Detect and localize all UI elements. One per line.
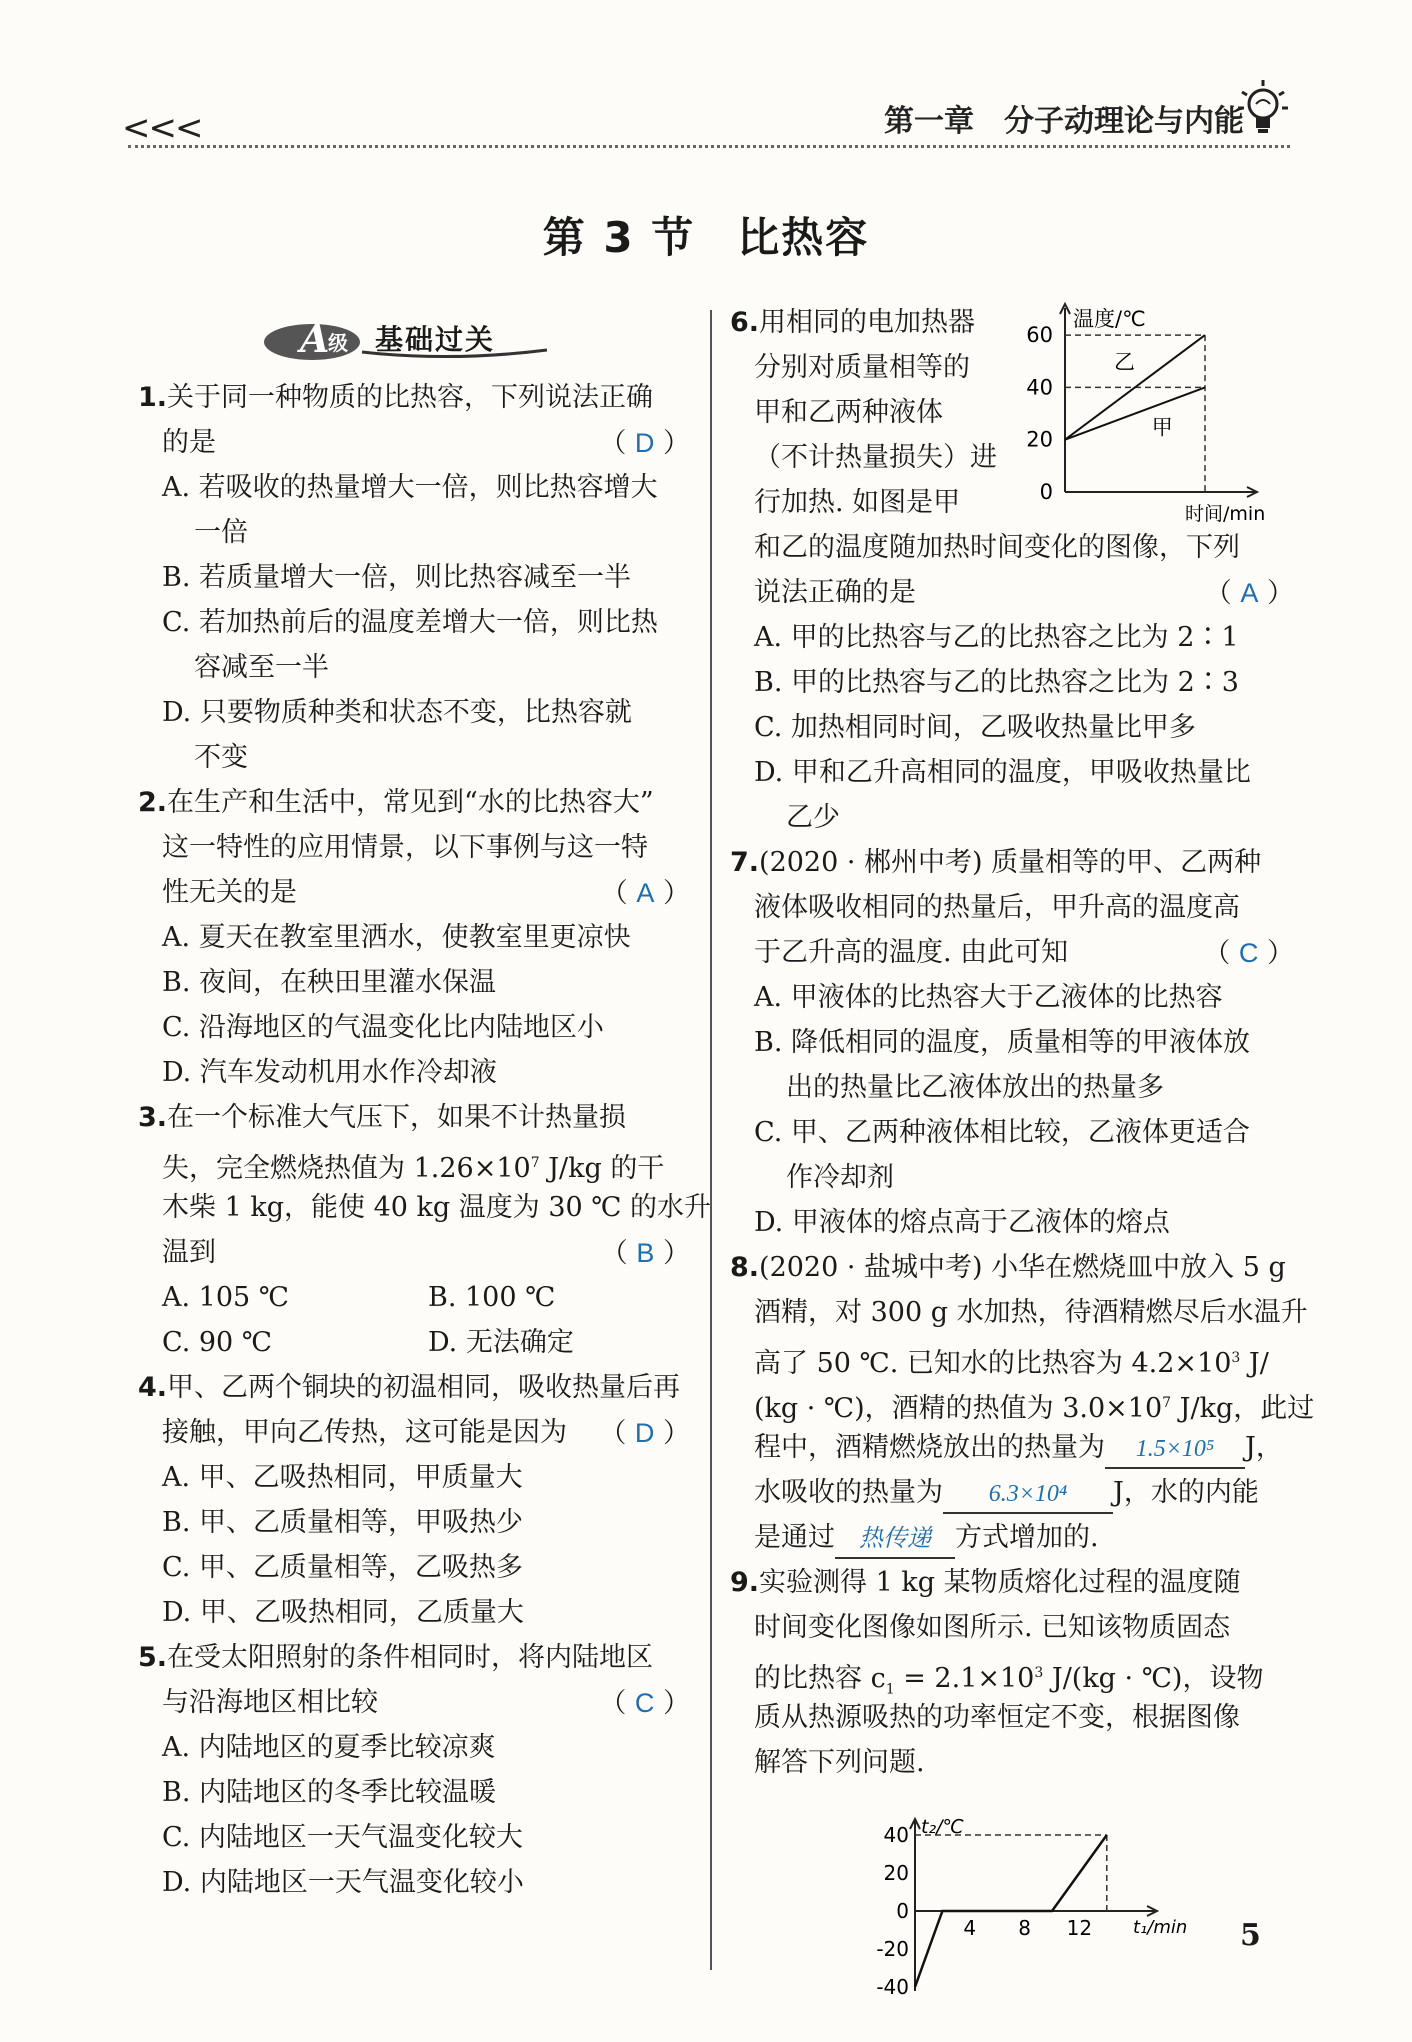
q1-line1: 1.关于同一种物质的比热容，下列说法正确 (138, 382, 654, 413)
q4-option-b: B. 甲、乙质量相等，甲吸热少 (162, 1507, 524, 1538)
q6-line1: 6.用相同的电加热器 (730, 307, 976, 338)
q6-line4: （不计热量损失）进 (754, 442, 997, 473)
page-number: 5 (1240, 1918, 1261, 1953)
q8-blank-heat-released[interactable]: 1.5×10⁵ (1105, 1431, 1245, 1469)
q3-option-a: A. 105 ℃ (162, 1282, 289, 1313)
q2-answer: （ A ） (600, 878, 690, 909)
lightbulb-icon (1236, 78, 1290, 140)
q1-option-c: C. 若加热前后的温度差增大一倍，则比热 (162, 607, 658, 638)
q7-option-c: C. 甲、乙两种液体相比较，乙液体更适合 (754, 1117, 1250, 1148)
q6-option-d-cont: 乙少 (786, 802, 840, 833)
q5-answer: （ C ） (599, 1688, 690, 1719)
level-letter: A (300, 316, 330, 361)
x-tick-label: 4 (963, 1916, 977, 1940)
y-tick-label: 0 (896, 1899, 909, 1923)
q5-line1: 5.在受太阳照射的条件相同时，将内陆地区 (138, 1642, 654, 1673)
q1-option-b: B. 若质量增大一倍，则比热容减至一半 (162, 562, 632, 593)
q4-line2: 接触，甲向乙传热，这可能是因为 (162, 1417, 567, 1448)
q3-line4: 温到 (162, 1237, 216, 1268)
q7-option-d: D. 甲液体的熔点高于乙液体的熔点 (754, 1207, 1170, 1238)
q6-answer: （ A ） (1204, 578, 1294, 609)
series-label-jia: 甲 (1151, 415, 1173, 440)
q2-option-d: D. 汽车发动机用水作冷却液 (162, 1057, 497, 1088)
q4-answer: （ D ） (599, 1418, 690, 1449)
q9-melting-curve-chart (860, 1815, 1195, 2000)
q1-option-a-cont: 一倍 (194, 517, 248, 548)
q1-option-c-cont: 容减至一半 (194, 652, 329, 683)
q2-option-a: A. 夏天在教室里洒水，使教室里更凉快 (162, 922, 631, 953)
q6-option-c: C. 加热相同时间，乙吸收热量比甲多 (754, 712, 1196, 743)
q6-option-d: D. 甲和乙升高相同的温度，甲吸收热量比 (754, 757, 1251, 788)
q7-option-c-cont: 作冷却剂 (786, 1162, 894, 1193)
q8-blank-heat-absorbed[interactable]: 6.3×10⁴ (943, 1476, 1113, 1514)
y-tick-label: -40 (876, 1975, 909, 1999)
y-tick-label: 20 (883, 1861, 909, 1885)
y-axis-label: t₂/℃ (921, 1816, 964, 1838)
column-divider (710, 310, 712, 1970)
q8-blank-method[interactable]: 热传递 (835, 1521, 955, 1559)
q6-line6: 和乙的温度随加热时间变化的图像，下列 (754, 532, 1240, 563)
q6-option-b: B. 甲的比热容与乙的比热容之比为 2∶3 (754, 667, 1239, 698)
page-header (0, 0, 1412, 150)
level-char: 级 (328, 331, 348, 355)
y-tick-label: -20 (876, 1937, 909, 1961)
q3-option-b: B. 100 ℃ (428, 1282, 556, 1313)
q7-option-b-cont: 出的热量比乙液体放出的热量多 (786, 1072, 1164, 1103)
q1-answer: （ D ） (599, 428, 690, 459)
q7-line1: 7.(2020 · 郴州中考) 质量相等的甲、乙两种 (730, 847, 1262, 878)
q6-option-a: A. 甲的比热容与乙的比热容之比为 2∶1 (754, 622, 1239, 653)
y-tick-label: 0 (1039, 480, 1053, 504)
y-tick-label: 40 (1026, 375, 1053, 400)
x-axis-label: 时间/min (1185, 503, 1266, 525)
section-title: 第 3 节 比热容 (542, 213, 870, 262)
q2-line1: 2.在生产和生活中，常见到“水的比热容大” (138, 787, 654, 818)
q4-option-a: A. 甲、乙吸热相同，甲质量大 (162, 1462, 523, 1493)
q9-line5: 解答下列问题. (754, 1747, 925, 1778)
q8-line7: 是通过 热传递 方式增加的. (754, 1520, 1099, 1559)
q3-line2: 失，完全燃烧热值为 $1.26\times 10^7$ J/kg 的干 (162, 1153, 665, 1184)
q5-option-b: B. 内陆地区的冬季比较温暖 (162, 1777, 497, 1808)
q4-option-d: D. 甲、乙吸热相同，乙质量大 (162, 1597, 524, 1628)
q1-line2: 的是 (162, 427, 216, 458)
y-tick-label: 60 (1026, 323, 1053, 348)
q4-line1: 4.甲、乙两个铜块的初温相同，吸收热量后再 (138, 1372, 681, 1403)
q7-option-a: A. 甲液体的比热容大于乙液体的比热容 (754, 982, 1223, 1013)
back-chevrons-icon[interactable]: <<< (122, 108, 202, 148)
x-axis-label: t₁/min (1133, 1917, 1188, 1938)
q9-line4: 质从热源吸热的功率恒定不变，根据图像 (754, 1702, 1240, 1733)
q8-line4: (kg · ℃)，酒精的热值为 $3.0\times 10^7$ J/kg，此过 (754, 1393, 1315, 1424)
q8-line2: 酒精，对 300 g 水加热，待酒精燃尽后水温升 (754, 1297, 1308, 1328)
q8-line3: 高了 50 ℃. 已知水的比热容为 $4.2\times 10^3$ J/ (754, 1348, 1269, 1379)
series-line-jia (1065, 387, 1205, 439)
q2-line2: 这一特性的应用情景，以下事例与这一特 (162, 832, 648, 863)
q6-line7: 说法正确的是 (754, 577, 916, 608)
q3-answer: （ B ） (600, 1238, 690, 1269)
q5-line2: 与沿海地区相比较 (162, 1687, 378, 1718)
q1-option-d: D. 只要物质种类和状态不变，比热容就 (162, 697, 632, 728)
q2-option-b: B. 夜间，在秧田里灌水保温 (162, 967, 497, 998)
q5-option-a: A. 内陆地区的夏季比较凉爽 (162, 1732, 496, 1763)
q6-line2: 分别对质量相等的 (754, 352, 970, 383)
q3-line1: 3.在一个标准大气压下，如果不计热量损 (138, 1102, 627, 1133)
q6-line3: 甲和乙两种液体 (754, 397, 943, 428)
q8-line1: 8.(2020 · 盐城中考) 小华在燃烧皿中放入 5 g (730, 1252, 1286, 1283)
q7-option-b: B. 降低相同的温度，质量相等的甲液体放 (754, 1027, 1251, 1058)
q8-line6: 水吸收的热量为 6.3×10⁴ J，水的内能 (754, 1475, 1259, 1514)
q3-option-c: C. 90 ℃ (162, 1327, 273, 1358)
q7-answer: （ C ） (1203, 938, 1294, 969)
q9-line1: 9.实验测得 1 kg 某物质熔化过程的温度随 (730, 1567, 1241, 1598)
q5-option-c: C. 内陆地区一天气温变化较大 (162, 1822, 523, 1853)
q6-line5: 行加热. 如图是甲 (754, 487, 961, 518)
q2-option-c: C. 沿海地区的气温变化比内陆地区小 (162, 1012, 604, 1043)
q2-line3: 性无关的是 (162, 877, 297, 908)
q6-temperature-time-chart (1010, 300, 1295, 525)
q3-option-d: D. 无法确定 (428, 1327, 574, 1358)
y-tick-label: 40 (883, 1823, 909, 1847)
q9-line3: 的比热容 $c_1 = 2.1\times 10^3$ J/(kg · ℃)，设物 (754, 1663, 1264, 1698)
q4-option-c: C. 甲、乙质量相等，乙吸热多 (162, 1552, 523, 1583)
x-tick-label: 8 (1018, 1916, 1031, 1940)
x-tick-label: 12 (1066, 1916, 1093, 1940)
header-divider (128, 145, 1290, 148)
q7-line2: 液体吸收相同的热量后，甲升高的温度高 (754, 892, 1240, 923)
q8-line5: 程中，酒精燃烧放出的热量为 1.5×10⁵ J， (754, 1430, 1283, 1469)
chapter-title: 第一章 分子动理论与内能 (884, 104, 1244, 139)
q9-line2: 时间变化图像如图所示. 已知该物质固态 (754, 1612, 1231, 1643)
q5-option-d: D. 内陆地区一天气温变化较小 (162, 1867, 524, 1898)
q1-option-d-cont: 不变 (194, 742, 248, 773)
q1-option-a: A. 若吸收的热量增大一倍，则比热容增大 (162, 472, 658, 503)
level-label: 基础过关 (375, 323, 496, 356)
q7-line3: 于乙升高的温度. 由此可知 (754, 937, 1069, 968)
y-tick-label: 20 (1026, 427, 1053, 452)
y-axis-label: 温度/℃ (1073, 307, 1146, 331)
q3-line3: 木柴 1 kg，能使 40 kg 温度为 30 ℃ 的水升 (162, 1192, 712, 1223)
series-label-yi: 乙 (1114, 350, 1135, 375)
